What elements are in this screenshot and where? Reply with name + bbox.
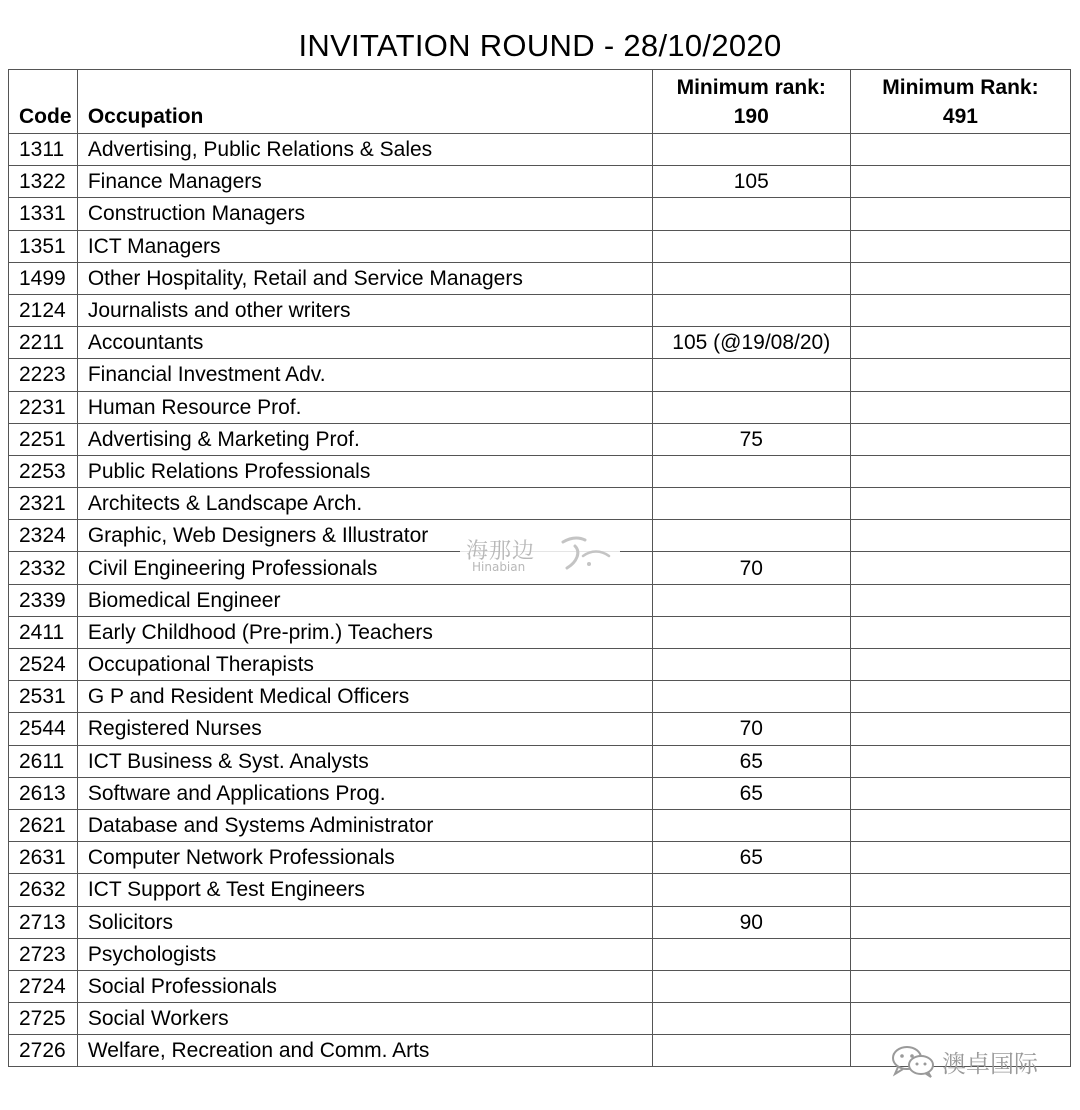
cell-code: 2631 bbox=[9, 842, 78, 874]
cell-rank-491 bbox=[850, 681, 1070, 713]
cell-rank-190 bbox=[652, 1003, 850, 1035]
watermark-corner-text: 澳卓国际 bbox=[942, 1049, 1038, 1078]
cell-rank-491 bbox=[850, 809, 1070, 841]
cell-rank-491 bbox=[850, 584, 1070, 616]
cell-rank-491 bbox=[850, 842, 1070, 874]
table-row bbox=[9, 842, 1071, 874]
table-row bbox=[9, 809, 1071, 841]
cell-rank-491 bbox=[850, 520, 1070, 552]
cell-rank-491 bbox=[850, 134, 1070, 166]
cell-rank-491 bbox=[850, 938, 1070, 970]
table-row bbox=[9, 134, 1071, 166]
watermark-cn-text: 海那边 bbox=[466, 539, 536, 564]
table-row bbox=[9, 455, 1071, 487]
cell-rank-190: 105 (@19/08/20) bbox=[652, 327, 850, 359]
cell-occupation: Advertising & Marketing Prof. bbox=[77, 423, 652, 455]
cell-occupation: Human Resource Prof. bbox=[77, 391, 652, 423]
cell-rank-491 bbox=[850, 391, 1070, 423]
table-row bbox=[9, 294, 1071, 326]
cell-rank-190: 70 bbox=[652, 713, 850, 745]
cell-rank-190 bbox=[652, 230, 850, 262]
cell-occupation: ICT Support & Test Engineers bbox=[77, 874, 652, 906]
cell-occupation: Graphic, Web Designers & Illustrator bbox=[77, 520, 652, 552]
header-code: Code bbox=[9, 70, 78, 134]
table-row bbox=[9, 906, 1071, 938]
cell-rank-190 bbox=[652, 488, 850, 520]
cell-rank-491 bbox=[850, 970, 1070, 1002]
brush-logo-icon bbox=[555, 532, 611, 576]
cell-code: 1331 bbox=[9, 198, 78, 230]
cell-rank-491 bbox=[850, 327, 1070, 359]
cell-code: 1311 bbox=[9, 134, 78, 166]
table-row bbox=[9, 423, 1071, 455]
cell-occupation: Registered Nurses bbox=[77, 713, 652, 745]
table-row bbox=[9, 391, 1071, 423]
header-minimum-rank-491 bbox=[850, 70, 1070, 134]
cell-rank-491 bbox=[850, 488, 1070, 520]
cell-rank-491 bbox=[850, 552, 1070, 584]
cell-code: 2321 bbox=[9, 488, 78, 520]
cell-occupation: Finance Managers bbox=[77, 166, 652, 198]
cell-rank-190: 105 bbox=[652, 166, 850, 198]
table-row bbox=[9, 874, 1071, 906]
cell-code: 2713 bbox=[9, 906, 78, 938]
cell-rank-491 bbox=[850, 294, 1070, 326]
cell-rank-491 bbox=[850, 874, 1070, 906]
cell-code: 2124 bbox=[9, 294, 78, 326]
cell-rank-190 bbox=[652, 1035, 850, 1067]
table-row bbox=[9, 359, 1071, 391]
cell-code: 2411 bbox=[9, 616, 78, 648]
table-row bbox=[9, 262, 1071, 294]
cell-code: 2253 bbox=[9, 455, 78, 487]
table-body bbox=[9, 134, 1071, 1067]
cell-occupation: Social Professionals bbox=[77, 970, 652, 1002]
cell-rank-491 bbox=[850, 166, 1070, 198]
cell-code: 2723 bbox=[9, 938, 78, 970]
cell-occupation: Biomedical Engineer bbox=[77, 584, 652, 616]
table-row bbox=[9, 1003, 1071, 1035]
cell-code: 2531 bbox=[9, 681, 78, 713]
table-row bbox=[9, 230, 1071, 262]
cell-occupation: ICT Business & Syst. Analysts bbox=[77, 745, 652, 777]
cell-occupation: Social Workers bbox=[77, 1003, 652, 1035]
cell-occupation: Early Childhood (Pre-prim.) Teachers bbox=[77, 616, 652, 648]
cell-code: 2339 bbox=[9, 584, 78, 616]
cell-code: 2725 bbox=[9, 1003, 78, 1035]
cell-rank-190 bbox=[652, 455, 850, 487]
cell-rank-190: 65 bbox=[652, 777, 850, 809]
cell-occupation: Solicitors bbox=[77, 906, 652, 938]
cell-code: 2211 bbox=[9, 327, 78, 359]
cell-occupation: Advertising, Public Relations & Sales bbox=[77, 134, 652, 166]
cell-occupation: G P and Resident Medical Officers bbox=[77, 681, 652, 713]
cell-code: 2231 bbox=[9, 391, 78, 423]
cell-code: 2726 bbox=[9, 1035, 78, 1067]
table-row bbox=[9, 938, 1071, 970]
cell-occupation: Other Hospitality, Retail and Service Managers bbox=[77, 262, 652, 294]
cell-rank-190 bbox=[652, 359, 850, 391]
header-rank190-value: 190 bbox=[733, 105, 769, 128]
cell-rank-190: 70 bbox=[652, 552, 850, 584]
header-rank491-label: Minimum Rank: bbox=[882, 76, 1039, 99]
cell-occupation: Database and Systems Administrator bbox=[77, 809, 652, 841]
cell-occupation: Software and Applications Prog. bbox=[77, 777, 652, 809]
cell-rank-190 bbox=[652, 970, 850, 1002]
table-row bbox=[9, 584, 1071, 616]
cell-occupation: Public Relations Professionals bbox=[77, 455, 652, 487]
cell-rank-491 bbox=[850, 1003, 1070, 1035]
cell-code: 2332 bbox=[9, 552, 78, 584]
cell-occupation: Construction Managers bbox=[77, 198, 652, 230]
cell-code: 2544 bbox=[9, 713, 78, 745]
table-row bbox=[9, 777, 1071, 809]
cell-rank-190 bbox=[652, 809, 850, 841]
cell-rank-491 bbox=[850, 423, 1070, 455]
table-row bbox=[9, 616, 1071, 648]
cell-rank-190 bbox=[652, 584, 850, 616]
cell-occupation: Welfare, Recreation and Comm. Arts bbox=[77, 1035, 652, 1067]
cell-code: 2621 bbox=[9, 809, 78, 841]
cell-occupation: Civil Engineering Professionals bbox=[77, 552, 652, 584]
header-minimum-rank-190 bbox=[652, 70, 850, 134]
cell-rank-190: 65 bbox=[652, 745, 850, 777]
cell-code: 2324 bbox=[9, 520, 78, 552]
hinabian-watermark bbox=[460, 530, 620, 580]
cell-code: 2724 bbox=[9, 970, 78, 1002]
cell-occupation: Computer Network Professionals bbox=[77, 842, 652, 874]
cell-rank-491 bbox=[850, 649, 1070, 681]
cell-rank-491 bbox=[850, 359, 1070, 391]
table-row bbox=[9, 198, 1071, 230]
table-row bbox=[9, 681, 1071, 713]
cell-rank-190 bbox=[652, 616, 850, 648]
cell-occupation: Occupational Therapists bbox=[77, 649, 652, 681]
cell-rank-190 bbox=[652, 874, 850, 906]
cell-rank-491 bbox=[850, 777, 1070, 809]
table-row bbox=[9, 649, 1071, 681]
header-rank190-label: Minimum rank: bbox=[676, 76, 826, 99]
cell-rank-190 bbox=[652, 198, 850, 230]
cell-rank-190 bbox=[652, 938, 850, 970]
table-header-row bbox=[9, 70, 1071, 134]
cell-occupation: Accountants bbox=[77, 327, 652, 359]
cell-rank-491 bbox=[850, 616, 1070, 648]
cell-rank-491 bbox=[850, 262, 1070, 294]
cell-rank-190 bbox=[652, 520, 850, 552]
cell-rank-190 bbox=[652, 294, 850, 326]
cell-rank-491 bbox=[850, 906, 1070, 938]
cell-code: 1322 bbox=[9, 166, 78, 198]
cell-rank-190: 75 bbox=[652, 423, 850, 455]
document-title: INVITATION ROUND - 28/10/2020 bbox=[298, 28, 782, 63]
table-row bbox=[9, 327, 1071, 359]
cell-occupation: Journalists and other writers bbox=[77, 294, 652, 326]
cell-code: 2611 bbox=[9, 745, 78, 777]
table-row bbox=[9, 166, 1071, 198]
table-row bbox=[9, 970, 1071, 1002]
header-occupation: Occupation bbox=[77, 70, 652, 134]
cell-rank-491 bbox=[850, 455, 1070, 487]
cell-rank-491 bbox=[850, 713, 1070, 745]
cell-rank-491 bbox=[850, 198, 1070, 230]
header-rank491-value: 491 bbox=[942, 105, 978, 128]
cell-code: 1351 bbox=[9, 230, 78, 262]
watermark-en-text: Hinabian bbox=[472, 560, 526, 574]
cell-code: 2632 bbox=[9, 874, 78, 906]
cell-code: 2251 bbox=[9, 423, 78, 455]
cell-rank-190 bbox=[652, 681, 850, 713]
cell-rank-190 bbox=[652, 391, 850, 423]
cell-occupation: Psychologists bbox=[77, 938, 652, 970]
cell-rank-190: 90 bbox=[652, 906, 850, 938]
cell-rank-190 bbox=[652, 649, 850, 681]
table-row bbox=[9, 713, 1071, 745]
cell-occupation: Architects & Landscape Arch. bbox=[77, 488, 652, 520]
cell-rank-190 bbox=[652, 262, 850, 294]
cell-rank-190 bbox=[652, 134, 850, 166]
cell-occupation: ICT Managers bbox=[77, 230, 652, 262]
cell-code: 2223 bbox=[9, 359, 78, 391]
cell-occupation: Financial Investment Adv. bbox=[77, 359, 652, 391]
cell-code: 2524 bbox=[9, 649, 78, 681]
cell-code: 2613 bbox=[9, 777, 78, 809]
cell-rank-491 bbox=[850, 745, 1070, 777]
cell-rank-491 bbox=[850, 230, 1070, 262]
table-row bbox=[9, 745, 1071, 777]
aozhuo-watermark bbox=[890, 1044, 1038, 1078]
cell-code: 1499 bbox=[9, 262, 78, 294]
table-row bbox=[9, 488, 1071, 520]
wechat-icon bbox=[890, 1044, 936, 1078]
cell-rank-190: 65 bbox=[652, 842, 850, 874]
